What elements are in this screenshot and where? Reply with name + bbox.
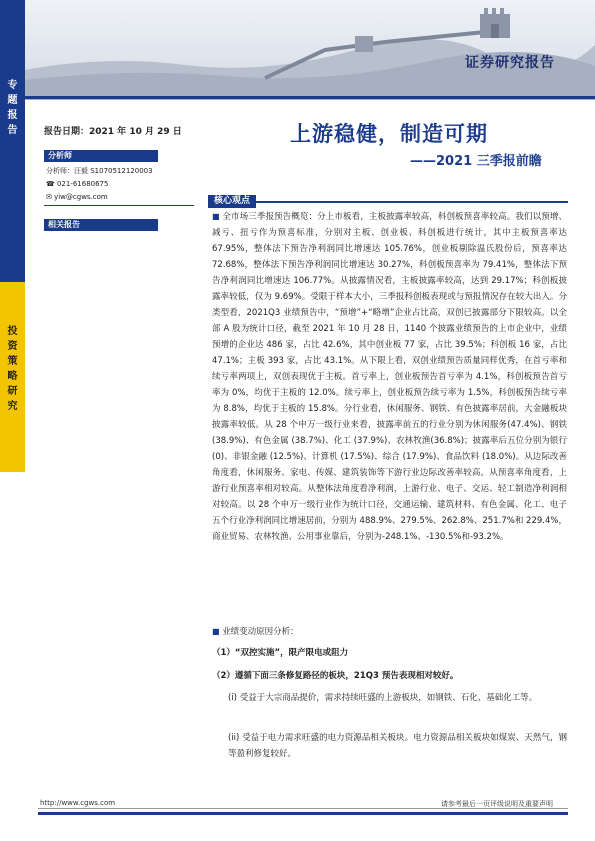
report-date: 报告日期：2021 年 10 月 29 日 (44, 127, 182, 137)
footer-divider (38, 808, 568, 809)
related-reports-header: 相关报告 (44, 219, 158, 231)
sidebar-category (0, 282, 25, 472)
core-view-header (208, 188, 568, 206)
paragraph-reasons-heading (212, 624, 567, 640)
sidebar-char: 专 (7, 80, 18, 91)
sidebar-char: 策 (7, 356, 18, 367)
reasons-heading-text: 业绩变动原因分析： (222, 627, 299, 637)
great-wall-image (25, 0, 595, 100)
analyst-phone: 021-61680675 (56, 180, 109, 188)
reason-item-2: （2）遵循下面三条修复路径的板块，21Q3 预告表现相对较好。 (212, 671, 459, 681)
sidebar-report-type (0, 0, 25, 282)
core-view-label: 核心观点 (208, 195, 256, 208)
sidebar-char: 资 (7, 341, 18, 352)
analyst-name: 分析师：汪毅 S1070512120003 (46, 167, 153, 175)
analyst-section-header: 分析师 (44, 150, 158, 162)
report-type-title: 证券研究报告 (465, 55, 555, 71)
page-subtitle: ——2021 三季报前瞻 (410, 154, 542, 169)
reason-sub-item-ii: (ii) 受益于电力需求旺盛的电力资源品相关板块。电力资源品相关板块如煤炭、天然气，钢等盈利修复较好。 (228, 733, 567, 759)
sidebar-char: 投 (7, 326, 18, 337)
reason-sub-item-i: (i) 受益于大宗商品提价，需求持续旺盛的上游板块，如钢铁、石化、基础化工等。 (228, 693, 538, 703)
sidebar-char: 报 (7, 110, 18, 121)
bullet-icon: ■ (212, 212, 223, 221)
page-title: 上游稳健，制造可期 (290, 122, 488, 146)
analyst-phone-row (46, 180, 108, 188)
analyst-email-row (46, 193, 108, 201)
sidebar-gold-label (3, 324, 22, 414)
sidebar-top-label (3, 78, 22, 138)
email-icon: ✉ (46, 193, 55, 201)
paragraph-overview (212, 209, 567, 545)
analyst-divider (44, 205, 194, 206)
sidebar-char: 告 (7, 125, 18, 136)
sidebar-char: 题 (7, 95, 18, 106)
reason-item-1: （1）“双控实施”，限产限电或阻力 (212, 648, 349, 658)
header-banner (25, 0, 595, 100)
sidebar-char: 究 (7, 401, 18, 412)
header-divider (25, 96, 595, 99)
sidebar-char: 略 (7, 371, 18, 382)
phone-icon: ☎ (46, 180, 57, 188)
bullet-icon: ■ (212, 627, 223, 636)
footer-bar (38, 812, 568, 815)
footer-disclaimer: 请参考最后一页评级说明及重要声明 (441, 800, 553, 808)
sidebar-char: 研 (7, 386, 18, 397)
analyst-email[interactable]: yiw@cgws.com (54, 193, 108, 201)
footer-url[interactable]: http://www.cgws.com (40, 799, 116, 807)
paragraph-overview-text: 全市场三季报预告概览：分上市板看，主板披露率较高，科创板预喜率较高。我们以预增、减亏、扭亏作为预喜标准，分别对主板、创业板、科创板进行统计，其中主板预喜率达 67.95%，整体法下预告净利润同比增速达 105.76%，创业板剔除温氏股份后，预喜率达 72.68%，整体法下预告净利润同比增速达 30.27%，科创板预喜率为 79.41%，整体法下预告净利润同比增速达 106.77%。从披露情况看，主板披露率较高，达到 29.17%；科创板披露率较低，仅为 9.69%。受限于样本大小，三季报科创板表现或与预报情况存在较大出入。分类型看，2021Q3 业绩预告中，“预增”+“略增”企业占比高，双创已披露部分下限较高。以全部 A 股为统计口径，截至 2021 年 10 月 28 日，1140 个披露业绩预告的上市企业中，业绩预增的企业达 486 家，占比 42.6%，其中创业板 77 家，占比 39.5%；科创板 16 家，占比 47.1%；主板 393 家，占比 43.1%。从下限上看，双创业绩预告质量同样优秀，在首亏率和续亏率两项上，双创表现优于主板。首亏率上，创业板预告首亏率为 4.1%，科创板预告首亏率为 0%，均优于主板的 12.0%。续亏率上，创业板预告续亏率为 1.5%，科创板预告续亏率为 8.8%，均优于主板的 15.8%。分行业看，休闲服务、钢铁、有色披露率居前，大金融板块披露率较低。从 28 个申万一级行业来看，披露率前五的行业分别为休闲服务(47.4%)、钢铁 (38.9%)、有色金属 (38.7%)、化工 (37.9%)、农林牧渔(36.8%)；披露率后五位分别为银行(0)、非银金融 (12.5%)、计算机 (17.5%)、综合 (17.9%)、食品饮料 (18.0%)。从边际改善角度看，休闲服务、家电、传媒、建筑装饰等下游行业边际改善率较高。从预喜率角度看，上游行业预喜率相对较高。从整体法角度看净利润，上游行业、电子、交运、轻工制造净利润相对较高。以 28 个申万一级行业作为统计口径，交通运输、建筑材料、有色金属、化工、电子五个行业净利润同比增速居前，分别为 488.9%、279.5%、262.8%、251.7%和 229.4%，商业贸易、农林牧渔、公用事业靠后，分别为-248.1%、-130.5%和-93.2%。 (212, 212, 567, 542)
